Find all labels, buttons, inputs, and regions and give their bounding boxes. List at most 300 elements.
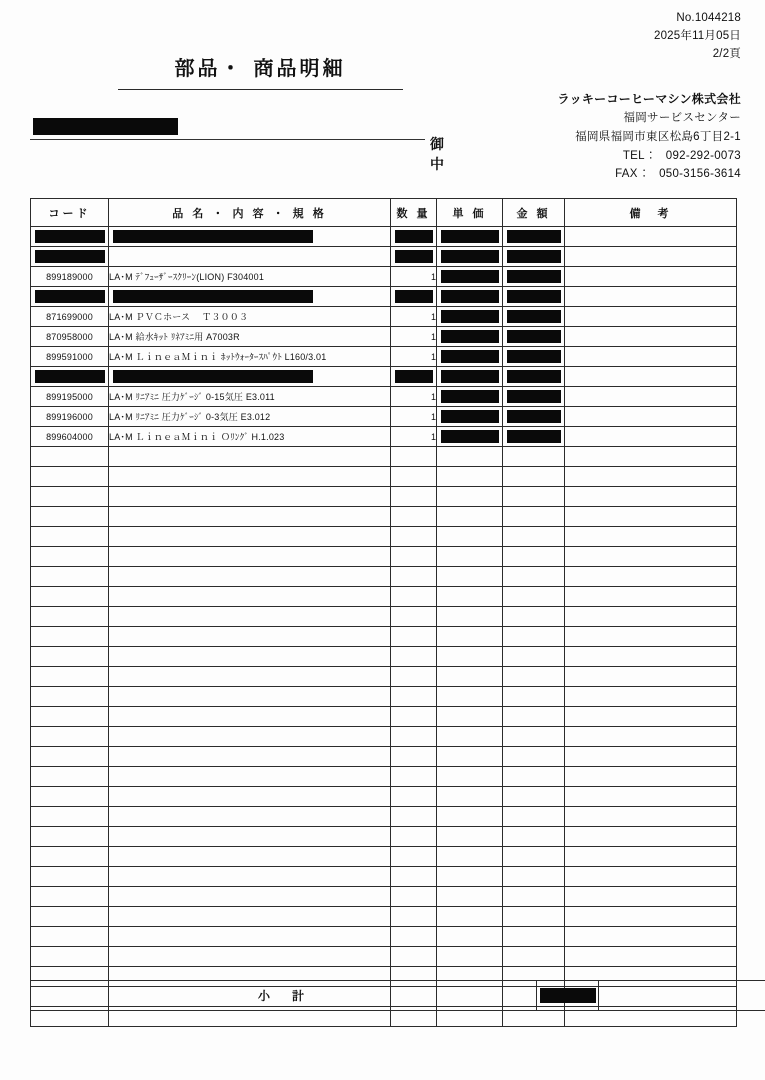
cell-empty bbox=[109, 487, 391, 507]
cell-empty bbox=[31, 627, 109, 647]
cell-empty bbox=[437, 487, 503, 507]
cell-empty bbox=[503, 487, 565, 507]
cell-empty bbox=[437, 447, 503, 467]
cell-qty: 1 bbox=[391, 267, 437, 287]
cell-note bbox=[565, 367, 737, 387]
cell-empty bbox=[31, 867, 109, 887]
redaction-block bbox=[507, 290, 561, 303]
cell-empty bbox=[437, 527, 503, 547]
table-row-empty bbox=[31, 887, 737, 907]
cell-qty bbox=[391, 227, 437, 247]
cell-amount bbox=[503, 427, 565, 447]
table-row bbox=[31, 387, 737, 407]
addressee-redaction bbox=[33, 118, 178, 135]
issuer-company-block bbox=[558, 90, 741, 184]
table-row bbox=[31, 227, 737, 247]
cell-empty bbox=[31, 707, 109, 727]
subtotal-table bbox=[30, 980, 765, 1011]
table-row-empty bbox=[31, 647, 737, 667]
cell-empty bbox=[31, 467, 109, 487]
table-row bbox=[31, 307, 737, 327]
table-row-empty bbox=[31, 867, 737, 887]
cell-empty bbox=[503, 627, 565, 647]
cell-empty bbox=[31, 447, 109, 467]
redaction-block bbox=[507, 350, 561, 363]
cell-empty bbox=[437, 887, 503, 907]
table-row-empty bbox=[31, 507, 737, 527]
redaction-block bbox=[35, 290, 105, 303]
cell-qty: 1 bbox=[391, 307, 437, 327]
cell-empty bbox=[391, 667, 437, 687]
addressee-suffix: 御中 bbox=[430, 136, 445, 172]
subtotal-wrap bbox=[30, 980, 736, 1011]
cell-empty bbox=[391, 887, 437, 907]
redaction-block bbox=[507, 270, 561, 283]
table-row-empty bbox=[31, 807, 737, 827]
cell-empty bbox=[565, 587, 737, 607]
cell-empty bbox=[109, 727, 391, 747]
cell-empty bbox=[565, 907, 737, 927]
column-header-code: コード bbox=[31, 199, 109, 227]
cell-unit bbox=[437, 267, 503, 287]
cell-empty bbox=[437, 507, 503, 527]
cell-empty bbox=[437, 627, 503, 647]
page-number: 2/2頁 bbox=[712, 47, 741, 60]
cell-empty bbox=[109, 627, 391, 647]
redaction-block bbox=[113, 370, 313, 383]
redaction-block bbox=[441, 390, 499, 403]
cell-empty bbox=[31, 527, 109, 547]
cell-empty bbox=[391, 707, 437, 727]
cell-empty bbox=[31, 947, 109, 967]
cell-empty bbox=[109, 647, 391, 667]
items-table bbox=[30, 198, 737, 1027]
cell-unit bbox=[437, 367, 503, 387]
cell-empty bbox=[31, 587, 109, 607]
cell-empty bbox=[503, 707, 565, 727]
cell-empty bbox=[565, 747, 737, 767]
cell-empty bbox=[391, 507, 437, 527]
cell-empty bbox=[109, 827, 391, 847]
redaction-block bbox=[441, 310, 499, 323]
column-header-unitprice: 単 価 bbox=[437, 199, 503, 227]
cell-empty bbox=[565, 787, 737, 807]
redaction-block bbox=[507, 410, 561, 423]
company-branch: 福岡サービスセンター bbox=[623, 112, 741, 125]
cell-empty bbox=[437, 647, 503, 667]
table-row-empty bbox=[31, 707, 737, 727]
table-row-empty bbox=[31, 947, 737, 967]
table-row-empty bbox=[31, 747, 737, 767]
cell-name bbox=[109, 227, 391, 247]
cell-empty bbox=[391, 927, 437, 947]
table-row-empty bbox=[31, 467, 737, 487]
cell-note bbox=[565, 387, 737, 407]
redaction-block bbox=[113, 230, 313, 243]
cell-qty: 1 bbox=[391, 327, 437, 347]
cell-name bbox=[109, 287, 391, 307]
cell-empty bbox=[437, 787, 503, 807]
table-row bbox=[31, 367, 737, 387]
cell-empty bbox=[109, 507, 391, 527]
cell-empty bbox=[565, 947, 737, 967]
cell-amount bbox=[503, 307, 565, 327]
cell-empty bbox=[31, 767, 109, 787]
cell-empty bbox=[109, 847, 391, 867]
redaction-block bbox=[395, 290, 433, 303]
cell-empty bbox=[503, 527, 565, 547]
cell-unit bbox=[437, 227, 503, 247]
table-row bbox=[31, 347, 737, 367]
cell-empty bbox=[31, 807, 109, 827]
cell-empty bbox=[391, 907, 437, 927]
cell-empty bbox=[503, 827, 565, 847]
cell-empty bbox=[565, 767, 737, 787]
column-header-name: 品 名 ・ 内 容 ・ 規 格 bbox=[109, 199, 391, 227]
cell-unit bbox=[437, 247, 503, 267]
document-meta bbox=[654, 10, 741, 63]
cell-empty bbox=[503, 887, 565, 907]
cell-amount bbox=[503, 407, 565, 427]
redaction-block bbox=[441, 430, 499, 443]
page-title-wrap bbox=[0, 52, 520, 90]
cell-empty bbox=[437, 927, 503, 947]
cell-name: LA･M ﾘﾆｱﾐﾆ 圧力ｹﾞｰｼﾞ 0-3気圧 E3.012 bbox=[109, 407, 391, 427]
table-row-empty bbox=[31, 907, 737, 927]
cell-unit bbox=[437, 347, 503, 367]
cell-code bbox=[31, 247, 109, 267]
cell-empty bbox=[437, 707, 503, 727]
cell-note bbox=[565, 227, 737, 247]
cell-amount bbox=[503, 387, 565, 407]
cell-empty bbox=[391, 587, 437, 607]
cell-empty bbox=[503, 767, 565, 787]
cell-empty bbox=[565, 487, 737, 507]
cell-empty bbox=[437, 607, 503, 627]
table-row-empty bbox=[31, 687, 737, 707]
redaction-block bbox=[395, 250, 433, 263]
cell-empty bbox=[565, 867, 737, 887]
table-row bbox=[31, 407, 737, 427]
document-number: No.1044218 bbox=[676, 12, 741, 24]
cell-empty bbox=[109, 807, 391, 827]
cell-empty bbox=[391, 727, 437, 747]
redaction-block bbox=[441, 250, 499, 263]
cell-empty bbox=[565, 727, 737, 747]
subtotal-row bbox=[31, 981, 765, 1011]
cell-empty bbox=[391, 527, 437, 547]
cell-code: 899196000 bbox=[31, 407, 109, 427]
cell-empty bbox=[565, 807, 737, 827]
redaction-block bbox=[395, 230, 433, 243]
cell-empty bbox=[109, 667, 391, 687]
redaction-block bbox=[441, 230, 499, 243]
cell-code bbox=[31, 287, 109, 307]
cell-empty bbox=[391, 467, 437, 487]
redaction-block bbox=[507, 430, 561, 443]
cell-name: LA･M ＰＶＣホース Ｔ３００３ bbox=[109, 307, 391, 327]
table-row-empty bbox=[31, 547, 737, 567]
cell-empty bbox=[391, 747, 437, 767]
redaction-block bbox=[441, 330, 499, 343]
items-table-body bbox=[31, 227, 737, 1027]
table-row-empty bbox=[31, 847, 737, 867]
company-address: 福岡県福岡市東区松島6丁目2‐1 bbox=[575, 131, 741, 144]
cell-note bbox=[565, 247, 737, 267]
cell-code: 871699000 bbox=[31, 307, 109, 327]
cell-empty bbox=[437, 867, 503, 887]
cell-qty: 1 bbox=[391, 427, 437, 447]
cell-empty bbox=[503, 727, 565, 747]
cell-empty bbox=[503, 507, 565, 527]
cell-note bbox=[565, 307, 737, 327]
cell-code: 870958000 bbox=[31, 327, 109, 347]
cell-empty bbox=[437, 767, 503, 787]
cell-empty bbox=[109, 747, 391, 767]
cell-empty bbox=[565, 827, 737, 847]
cell-empty bbox=[437, 667, 503, 687]
cell-unit bbox=[437, 287, 503, 307]
cell-empty bbox=[109, 767, 391, 787]
cell-empty bbox=[437, 747, 503, 767]
page-title: 部品・ 商品明細 bbox=[174, 56, 346, 80]
cell-empty bbox=[391, 847, 437, 867]
cell-empty bbox=[503, 687, 565, 707]
cell-empty bbox=[31, 567, 109, 587]
redaction-block bbox=[507, 250, 561, 263]
cell-empty bbox=[109, 907, 391, 927]
cell-empty bbox=[565, 467, 737, 487]
table-row-empty bbox=[31, 667, 737, 687]
table-row-empty bbox=[31, 927, 737, 947]
cell-empty bbox=[503, 447, 565, 467]
cell-empty bbox=[565, 627, 737, 647]
cell-code bbox=[31, 227, 109, 247]
cell-empty bbox=[31, 887, 109, 907]
cell-code: 899195000 bbox=[31, 387, 109, 407]
cell-empty bbox=[565, 647, 737, 667]
addressee-block bbox=[30, 118, 450, 172]
cell-empty bbox=[565, 707, 737, 727]
cell-empty bbox=[503, 647, 565, 667]
cell-empty bbox=[565, 567, 737, 587]
cell-code: 899591000 bbox=[31, 347, 109, 367]
cell-empty bbox=[503, 567, 565, 587]
cell-empty bbox=[391, 787, 437, 807]
cell-qty: 1 bbox=[391, 387, 437, 407]
cell-name bbox=[109, 367, 391, 387]
cell-unit bbox=[437, 387, 503, 407]
redaction-block bbox=[441, 270, 499, 283]
cell-empty bbox=[109, 687, 391, 707]
cell-empty bbox=[31, 927, 109, 947]
table-row-empty bbox=[31, 787, 737, 807]
subtotal-note bbox=[599, 981, 765, 1011]
cell-qty bbox=[391, 247, 437, 267]
table-row-empty bbox=[31, 607, 737, 627]
cell-empty bbox=[565, 687, 737, 707]
cell-empty bbox=[391, 607, 437, 627]
cell-empty bbox=[109, 707, 391, 727]
cell-amount bbox=[503, 287, 565, 307]
redaction-block bbox=[441, 370, 499, 383]
column-header-qty: 数 量 bbox=[391, 199, 437, 227]
table-row bbox=[31, 427, 737, 447]
column-header-amount: 金 額 bbox=[503, 199, 565, 227]
cell-empty bbox=[31, 907, 109, 927]
cell-empty bbox=[391, 567, 437, 587]
cell-amount bbox=[503, 227, 565, 247]
cell-empty bbox=[109, 947, 391, 967]
cell-empty bbox=[437, 807, 503, 827]
cell-name: LA･M ﾃﾞﾌｭｰｻﾞｰｽｸﾘｰﾝ(LION) F304001 bbox=[109, 267, 391, 287]
cell-empty bbox=[391, 627, 437, 647]
table-row-empty bbox=[31, 487, 737, 507]
cell-empty bbox=[31, 547, 109, 567]
cell-empty bbox=[391, 547, 437, 567]
cell-empty bbox=[503, 947, 565, 967]
document-date: 2025年11月05日 bbox=[653, 29, 741, 42]
cell-empty bbox=[109, 787, 391, 807]
column-header-note: 備 考 bbox=[565, 199, 737, 227]
cell-empty bbox=[391, 827, 437, 847]
cell-qty: 1 bbox=[391, 407, 437, 427]
cell-empty bbox=[437, 907, 503, 927]
table-header-row bbox=[31, 199, 737, 227]
cell-empty bbox=[565, 547, 737, 567]
cell-amount bbox=[503, 367, 565, 387]
cell-empty bbox=[565, 887, 737, 907]
redaction-block bbox=[507, 230, 561, 243]
cell-empty bbox=[31, 487, 109, 507]
cell-code: 899604000 bbox=[31, 427, 109, 447]
cell-name bbox=[109, 247, 391, 267]
cell-name: LA･M ﾘﾆｱﾐﾆ 圧力ｹﾞｰｼﾞ 0-15気圧 E3.011 bbox=[109, 387, 391, 407]
cell-empty bbox=[503, 747, 565, 767]
cell-amount bbox=[503, 247, 565, 267]
cell-empty bbox=[437, 827, 503, 847]
cell-empty bbox=[391, 947, 437, 967]
redaction-block bbox=[35, 230, 105, 243]
items-table-wrap bbox=[30, 198, 736, 1027]
company-fax: FAX ： 050-3156-3614 bbox=[615, 168, 741, 181]
redaction-block bbox=[507, 310, 561, 323]
cell-note bbox=[565, 287, 737, 307]
company-tel: TEL ： 092-292-0073 bbox=[622, 149, 741, 162]
cell-empty bbox=[31, 847, 109, 867]
cell-empty bbox=[437, 687, 503, 707]
cell-amount bbox=[503, 327, 565, 347]
cell-qty: 1 bbox=[391, 347, 437, 367]
cell-empty bbox=[503, 907, 565, 927]
cell-empty bbox=[109, 587, 391, 607]
cell-empty bbox=[437, 947, 503, 967]
cell-empty bbox=[503, 547, 565, 567]
table-row-empty bbox=[31, 567, 737, 587]
company-name: ラッキーコーヒーマシン株式会社 bbox=[557, 92, 741, 106]
cell-amount bbox=[503, 347, 565, 367]
cell-empty bbox=[31, 727, 109, 747]
cell-empty bbox=[565, 667, 737, 687]
cell-empty bbox=[437, 467, 503, 487]
cell-qty bbox=[391, 367, 437, 387]
cell-empty bbox=[109, 867, 391, 887]
table-row bbox=[31, 287, 737, 307]
cell-empty bbox=[31, 607, 109, 627]
cell-empty bbox=[109, 527, 391, 547]
table-row-empty bbox=[31, 527, 737, 547]
table-row bbox=[31, 247, 737, 267]
cell-empty bbox=[565, 847, 737, 867]
subtotal-redaction bbox=[540, 988, 596, 1003]
cell-name: LA･M ＬｉｎｅａＭｉｎｉ Ｏﾘﾝｸﾞ H.1.023 bbox=[109, 427, 391, 447]
cell-amount bbox=[503, 267, 565, 287]
cell-empty bbox=[31, 647, 109, 667]
cell-empty bbox=[503, 867, 565, 887]
cell-empty bbox=[503, 607, 565, 627]
redaction-block bbox=[35, 370, 105, 383]
cell-empty bbox=[109, 927, 391, 947]
redaction-block bbox=[395, 370, 433, 383]
cell-empty bbox=[565, 507, 737, 527]
cell-empty bbox=[565, 927, 737, 947]
cell-empty bbox=[109, 547, 391, 567]
cell-empty bbox=[31, 667, 109, 687]
cell-qty bbox=[391, 287, 437, 307]
cell-empty bbox=[437, 847, 503, 867]
cell-name: LA･M ＬｉｎｅａＭｉｎｉ ﾎｯﾄｳｫｰﾀｰｽﾊﾟｳﾄ L160/3.01 bbox=[109, 347, 391, 367]
cell-empty bbox=[391, 807, 437, 827]
cell-empty bbox=[31, 787, 109, 807]
cell-note bbox=[565, 267, 737, 287]
cell-empty bbox=[109, 887, 391, 907]
cell-note bbox=[565, 347, 737, 367]
cell-empty bbox=[391, 647, 437, 667]
cell-empty bbox=[391, 867, 437, 887]
cell-note bbox=[565, 407, 737, 427]
cell-empty bbox=[391, 767, 437, 787]
cell-empty bbox=[503, 467, 565, 487]
cell-empty bbox=[391, 447, 437, 467]
cell-empty bbox=[31, 687, 109, 707]
cell-note bbox=[565, 327, 737, 347]
table-row bbox=[31, 327, 737, 347]
cell-empty bbox=[437, 587, 503, 607]
cell-note bbox=[565, 427, 737, 447]
redaction-block bbox=[441, 350, 499, 363]
cell-empty bbox=[503, 847, 565, 867]
subtotal-label: 小 計 bbox=[31, 981, 537, 1011]
cell-empty bbox=[503, 927, 565, 947]
cell-name: LA･M 給水ｷｯﾄ ﾘﾈｱﾐﾆ用 A7003R bbox=[109, 327, 391, 347]
redaction-block bbox=[113, 290, 313, 303]
subtotal-amount bbox=[537, 981, 599, 1011]
table-row-empty bbox=[31, 827, 737, 847]
cell-unit bbox=[437, 327, 503, 347]
redaction-block bbox=[507, 370, 561, 383]
cell-unit bbox=[437, 407, 503, 427]
redaction-block bbox=[507, 390, 561, 403]
redaction-block bbox=[35, 250, 105, 263]
table-row-empty bbox=[31, 447, 737, 467]
cell-empty bbox=[503, 587, 565, 607]
cell-empty bbox=[31, 747, 109, 767]
cell-empty bbox=[565, 527, 737, 547]
table-row-empty bbox=[31, 767, 737, 787]
table-row bbox=[31, 267, 737, 287]
title-underline bbox=[118, 89, 403, 90]
cell-unit bbox=[437, 427, 503, 447]
